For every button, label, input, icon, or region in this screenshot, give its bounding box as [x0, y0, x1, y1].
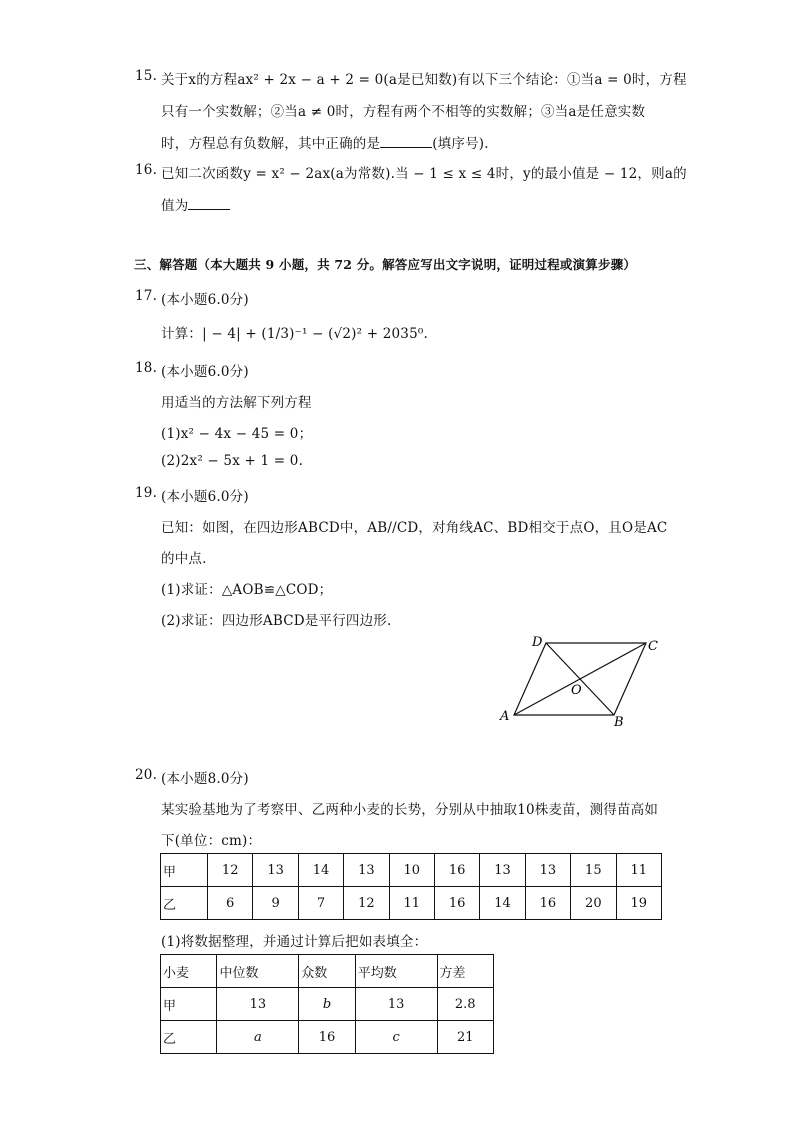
- q16-line-1: 已知二次函数y = x² − 2ax(a为常数).当 − 1 ≤ x ≤ 4时，y的最小值是 − 12，则a的: [161, 166, 687, 182]
- table-cell: 6: [208, 887, 253, 920]
- row-label: 乙: [161, 1021, 217, 1054]
- q17-number: 17.: [135, 288, 158, 304]
- table-cell: 14: [480, 887, 525, 920]
- q15-line-3: [161, 132, 489, 152]
- table-header-row: [161, 955, 494, 988]
- parallelogram-figure: [490, 628, 670, 738]
- table-cell: 13: [344, 854, 389, 887]
- table-cell: 20: [571, 887, 616, 920]
- table-cell: 16: [299, 1021, 355, 1054]
- q18-number: 18.: [135, 360, 158, 376]
- table-cell: 13: [525, 854, 570, 887]
- q19-part-1: (1)求证：△AOB≌△COD；: [161, 582, 333, 598]
- table-cell: 13: [217, 988, 299, 1021]
- row-label: 甲: [161, 854, 208, 887]
- q15-line-2: 只有一个实数解；②当a ≠ 0时，方程有两个不相等的实数解；③当a是任意实数: [161, 104, 646, 120]
- q20-line-2: 下(单位：cm)：: [161, 833, 262, 849]
- q15-line-3-tail: (填序号).: [432, 136, 489, 152]
- column-header: 平均数: [355, 955, 437, 988]
- table-cell: 13: [253, 854, 298, 887]
- table-row: [161, 854, 662, 887]
- table-row: [161, 887, 662, 920]
- table-cell: b: [299, 988, 355, 1021]
- table-cell: 11: [389, 887, 434, 920]
- table-row: [161, 1021, 494, 1054]
- table-cell: 2.8: [437, 988, 494, 1021]
- label-d: D: [532, 635, 543, 650]
- height-data-table: [160, 853, 662, 920]
- q19-line-2: 的中点.: [161, 551, 207, 567]
- q16-line-2: [161, 194, 230, 214]
- table-cell: 7: [298, 887, 343, 920]
- q17-score: (本小题6.0分): [161, 292, 249, 308]
- q20-number: 20.: [135, 767, 158, 783]
- column-header: 众数: [299, 955, 355, 988]
- table-cell: 16: [525, 887, 570, 920]
- row-label: 甲: [161, 988, 217, 1021]
- column-header: 中位数: [217, 955, 299, 988]
- q19-number: 19.: [135, 485, 158, 501]
- q18-part-2: (2)2x² − 5x + 1 = 0.: [161, 453, 304, 469]
- table-cell: 10: [389, 854, 434, 887]
- table-cell: 15: [571, 854, 616, 887]
- q15-line-3-text: 时，方程总有负数解，其中正确的是: [161, 136, 381, 152]
- q20-line-1: 某实验基地为了考察甲、乙两种小麦的长势，分别从中抽取10株麦苗，测得苗高如: [161, 802, 659, 818]
- q20-score: (本小题8.0分): [161, 771, 249, 787]
- q18-intro: 用适当的方法解下列方程: [161, 395, 312, 411]
- table-cell: 9: [253, 887, 298, 920]
- q19-line-1: 已知：如图，在四边形ABCD中，AB//CD，对角线AC、BD相交于点O，且O是AC: [161, 520, 668, 536]
- table-cell: 13: [355, 988, 437, 1021]
- row-label: 乙: [161, 887, 208, 920]
- table-cell: c: [355, 1021, 437, 1054]
- table-cell: a: [217, 1021, 299, 1054]
- table-cell: 12: [344, 887, 389, 920]
- label-b: B: [614, 715, 624, 730]
- q16-number: 16.: [135, 162, 158, 178]
- label-o: O: [571, 683, 582, 698]
- stats-table: [160, 954, 494, 1054]
- table-cell: 21: [437, 1021, 494, 1054]
- q20-part-1: (1)将数据整理，并通过计算后把如表填全：: [161, 934, 428, 950]
- q19-score: (本小题6.0分): [161, 489, 249, 505]
- table-cell: 12: [208, 854, 253, 887]
- column-header: 方差: [437, 955, 494, 988]
- q15-number: 15.: [135, 68, 158, 84]
- table-cell: 14: [298, 854, 343, 887]
- label-a: A: [500, 709, 510, 724]
- q16-line-2-text: 值为: [161, 198, 189, 214]
- answer-blank: [380, 133, 432, 148]
- q18-part-1: (1)x² − 4x − 45 = 0；: [161, 426, 313, 442]
- column-header: 小麦: [161, 955, 217, 988]
- label-c: C: [648, 639, 658, 654]
- diagonal-bd: [546, 643, 614, 715]
- q19-part-2: (2)求证：四边形ABCD是平行四边形.: [161, 613, 392, 629]
- answer-blank: [188, 195, 230, 210]
- q18-score: (本小题6.0分): [161, 364, 249, 380]
- table-row: [161, 988, 494, 1021]
- table-cell: 16: [434, 887, 479, 920]
- q15-line-1: 关于x的方程ax² + 2x − a + 2 = 0(a是已知数)有以下三个结论：①当a = 0时，方程: [161, 72, 687, 88]
- section-3-heading: 三、解答题（本大题共 9 小题，共 72 分。解答应写出文字说明，证明过程或演算步骤）: [134, 257, 637, 272]
- table-cell: 19: [616, 887, 661, 920]
- table-cell: 16: [434, 854, 479, 887]
- table-cell: 11: [616, 854, 661, 887]
- q17-expression: 计算：| − 4| + (1/3)⁻¹ − (√2)² + 2035⁰.: [161, 326, 428, 342]
- table-cell: 13: [480, 854, 525, 887]
